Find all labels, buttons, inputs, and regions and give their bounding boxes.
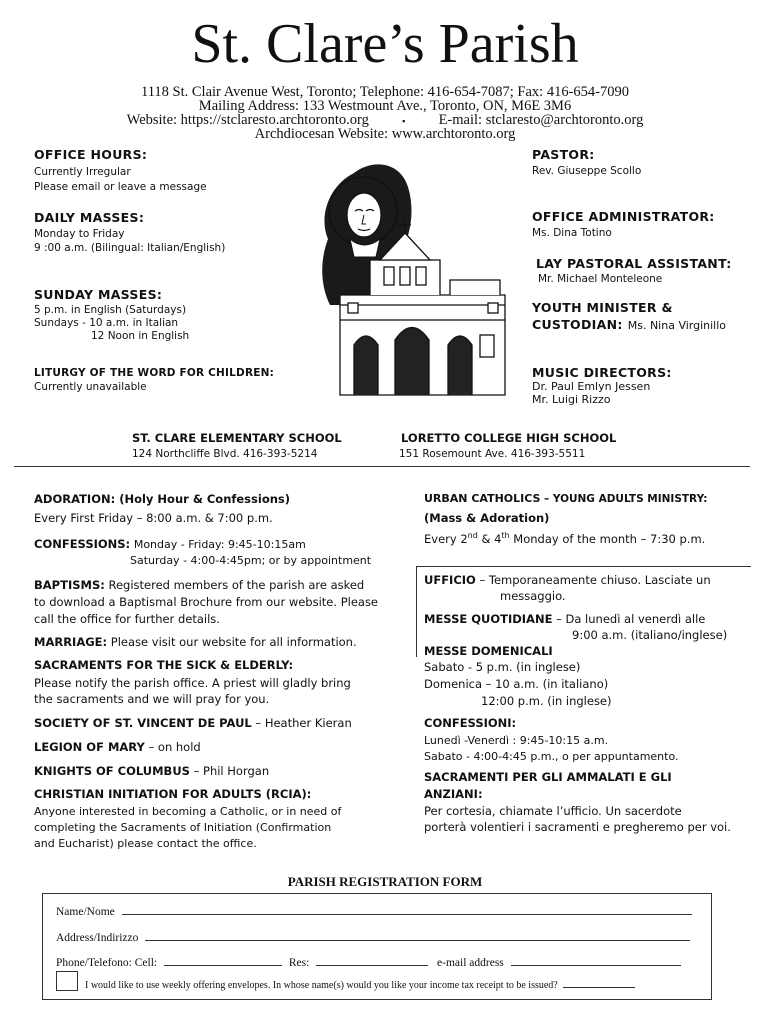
pastor-name: Rev. Giuseppe Scollo bbox=[532, 165, 642, 177]
liturgy-line1: Currently unavailable bbox=[34, 381, 147, 393]
ufficio-text: – Temporaneamente chiuso. Lasciate un bbox=[479, 573, 711, 587]
youth-minister-label: YOUTH MINISTER & bbox=[532, 300, 673, 315]
sacramenti-label: SACRAMENTI PER GLI AMMALATI E GLI bbox=[424, 770, 672, 784]
envelope-text: I would like to use weekly offering envelopes. In whose name(s) would you like your income tax receipt to be issued? bbox=[85, 980, 558, 991]
sunday-masses-label: SUNDAY MASSES: bbox=[34, 287, 163, 302]
music-director-2: Mr. Luigi Rizzo bbox=[532, 393, 611, 406]
messe-quotidiane-line bbox=[424, 611, 705, 628]
sacraments-text: Please notify the parish office. A priest will gladly bring bbox=[34, 676, 351, 690]
confessioni-label: CONFESSIONI: bbox=[424, 716, 517, 730]
res-input[interactable] bbox=[316, 955, 428, 966]
rcia-text: Anyone interested in becoming a Catholic, or in need of bbox=[34, 805, 342, 818]
email-input[interactable] bbox=[511, 955, 681, 966]
church-illustration bbox=[300, 155, 520, 405]
urban-catholics-label-2: – YOUNG ADULTS MINISTRY: bbox=[543, 493, 708, 505]
sacraments-label: SACRAMENTS FOR THE SICK & ELDERLY: bbox=[34, 658, 294, 672]
separator: ▪ bbox=[402, 116, 406, 126]
legion-line bbox=[34, 739, 201, 756]
kofc-text: – Phil Horgan bbox=[193, 764, 270, 778]
cell-input[interactable] bbox=[164, 955, 282, 966]
rcia-text-2: completing the Sacraments of Initiation (Confirmation bbox=[34, 821, 332, 834]
school-1-address: 124 Northcliffe Blvd. 416-393-5214 bbox=[132, 448, 318, 460]
sacraments-text-2: the sacraments and we will pray for you. bbox=[34, 692, 270, 706]
custodian-line bbox=[532, 314, 726, 333]
ufficio-line bbox=[424, 572, 711, 589]
confessions-label: CONFESSIONS: bbox=[34, 537, 131, 551]
office-hours-line1: Currently Irregular bbox=[34, 166, 131, 178]
office-admin-name: Ms. Dina Totino bbox=[532, 227, 612, 239]
office-admin-label: OFFICE ADMINISTRATOR: bbox=[532, 209, 715, 224]
custodian-name: Ms. Nina Virginillo bbox=[627, 319, 727, 332]
office-hours-label: OFFICE HOURS: bbox=[34, 147, 148, 162]
svdp-line bbox=[34, 715, 352, 732]
baptisms-text-3: call the office for further details. bbox=[34, 612, 220, 626]
registration-form-title: PARISH REGISTRATION FORM bbox=[287, 874, 483, 889]
receipt-name-input[interactable] bbox=[563, 978, 635, 988]
confessioni-2: Sabato - 4:00-4:45 p.m., o per appuntamento. bbox=[424, 750, 679, 763]
kofc-label: KNIGHTS OF COLUMBUS bbox=[34, 764, 190, 778]
confessions-text: Monday - Friday: 9:45-10:15am bbox=[133, 538, 306, 551]
email-link[interactable]: E-mail: stclaresto@archtoronto.org bbox=[438, 112, 644, 128]
daily-masses-line1: Monday to Friday bbox=[34, 228, 125, 240]
envelope-row bbox=[85, 978, 635, 991]
urban-catholics-line bbox=[424, 492, 707, 505]
mailing-address: Mailing Address: 133 Westmount Ave., Toronto, ON, M6E 3M6 bbox=[198, 98, 572, 114]
baptisms-text: Registered members of the parish are asked bbox=[108, 578, 365, 592]
messe-quotidiane-text: – Da lunedì al venerdì alle bbox=[556, 612, 706, 626]
address-line: 1118 St. Clair Avenue West, Toronto; Telephone: 416-654-7087; Fax: 416-654-7090 bbox=[140, 84, 629, 100]
music-director-1: Dr. Paul Emlyn Jessen bbox=[532, 380, 651, 393]
confessions-line bbox=[34, 536, 306, 553]
address-row bbox=[56, 930, 690, 944]
lay-pastoral-label: LAY PASTORAL ASSISTANT: bbox=[536, 256, 732, 271]
messe-domenicali-1: Sabato - 5 p.m. (in inglese) bbox=[424, 660, 581, 674]
sunday-masses-line3: 12 Noon in English bbox=[91, 330, 190, 342]
ufficio-text-2: messaggio. bbox=[500, 589, 566, 603]
res-label: Res: bbox=[288, 957, 310, 969]
urban-catholics-schedule: Every 2nd & 4th Monday of the month – 7:30 p.m. bbox=[424, 531, 706, 546]
kofc-line bbox=[34, 763, 269, 780]
music-directors-label: MUSIC DIRECTORS: bbox=[532, 365, 672, 380]
baptisms-text-2: to download a Baptismal Brochure from our website. Please bbox=[34, 595, 379, 609]
website-link[interactable]: Website: https://stclaresto.archtoronto.org bbox=[126, 112, 369, 128]
school-2-name: LORETTO COLLEGE HIGH SCHOOL bbox=[401, 431, 617, 445]
svdp-text: – Heather Kieran bbox=[255, 716, 352, 730]
baptisms-label: BAPTISMS: bbox=[34, 578, 105, 592]
confessioni-1: Lunedì -Venerdì : 9:45-10:15 a.m. bbox=[424, 734, 609, 747]
phone-label: Phone/Telefono: Cell: bbox=[56, 957, 158, 969]
pastor-label: PASTOR: bbox=[532, 147, 595, 162]
sacramenti-1: Per cortesia, chiamate l’ufficio. Un sacerdote bbox=[424, 804, 682, 818]
messe-domenicali-2: Domenica – 10 a.m. (in italiano) bbox=[424, 677, 609, 691]
envelope-checkbox[interactable] bbox=[56, 971, 78, 991]
section-divider bbox=[14, 466, 750, 467]
svdp-label: SOCIETY OF ST. VINCENT DE PAUL bbox=[34, 716, 252, 730]
messe-domenicali-3: 12:00 p.m. (in inglese) bbox=[481, 694, 612, 708]
urban-catholics-sub: (Mass & Adoration) bbox=[424, 511, 550, 525]
archdiocesan-website[interactable]: Archdiocesan Website: www.archtoronto.org bbox=[254, 126, 516, 142]
rcia-label: CHRISTIAN INITIATION FOR ADULTS (RCIA): bbox=[34, 787, 312, 801]
messe-domenicali-label: MESSE DOMENICALI bbox=[424, 644, 553, 658]
rcia-text-3: and Eucharist) please contact the office. bbox=[34, 837, 257, 850]
baptisms-line bbox=[34, 577, 364, 594]
lay-pastoral-name: Mr. Michael Monteleone bbox=[538, 273, 663, 285]
daily-masses-line2: 9 :00 a.m. (Bilingual: Italian/English) bbox=[34, 242, 226, 254]
school-2-address: 151 Rosemount Ave. 416-393-5511 bbox=[399, 448, 586, 460]
marriage-text: Please visit our website for all information. bbox=[110, 635, 357, 649]
registration-form bbox=[42, 893, 712, 1000]
name-row bbox=[56, 904, 692, 918]
address-label: Address/Indirizzo bbox=[56, 932, 139, 944]
custodian-label: CUSTODIAN: bbox=[532, 317, 623, 332]
sacramenti-2: porterà volentieri i sacramenti e pregheremo per voi. bbox=[424, 820, 731, 834]
urban-catholics-label: URBAN CATHOLICS bbox=[424, 492, 541, 505]
sunday-masses-line2: Sundays - 10 a.m. in Italian bbox=[34, 317, 179, 329]
marriage-label: MARRIAGE: bbox=[34, 635, 108, 649]
adoration-label: ADORATION: (Holy Hour & Confessions) bbox=[34, 492, 291, 506]
legion-label: LEGION OF MARY bbox=[34, 740, 145, 754]
phone-row bbox=[56, 955, 681, 969]
messe-quotidiane-text-2: 9:00 a.m. (italiano/inglese) bbox=[572, 628, 728, 642]
page-title: St. Clare’s Parish bbox=[191, 13, 579, 75]
daily-masses-label: DAILY MASSES: bbox=[34, 210, 145, 225]
email-label: e-mail address bbox=[437, 957, 504, 969]
sacramenti-label-2: ANZIANI: bbox=[424, 787, 483, 801]
adoration-text: Every First Friday – 8:00 a.m. & 7:00 p.m. bbox=[34, 511, 273, 525]
address-input[interactable] bbox=[145, 930, 690, 941]
messe-quotidiane-label: MESSE QUOTIDIANE bbox=[424, 612, 553, 626]
marriage-line bbox=[34, 634, 357, 651]
office-hours-line2: Please email or leave a message bbox=[34, 181, 207, 193]
name-label: Name/Nome bbox=[56, 906, 115, 918]
legion-text: – on hold bbox=[148, 740, 201, 754]
liturgy-label: LITURGY OF THE WORD FOR CHILDREN: bbox=[34, 367, 275, 379]
sunday-masses-line1: 5 p.m. in English (Saturdays) bbox=[34, 304, 187, 316]
name-input[interactable] bbox=[122, 904, 692, 915]
confessions-text-2: Saturday - 4:00-4:45pm; or by appointment bbox=[130, 554, 372, 567]
ufficio-label: UFFICIO bbox=[424, 573, 476, 587]
school-1-name: ST. CLARE ELEMENTARY SCHOOL bbox=[132, 431, 342, 445]
